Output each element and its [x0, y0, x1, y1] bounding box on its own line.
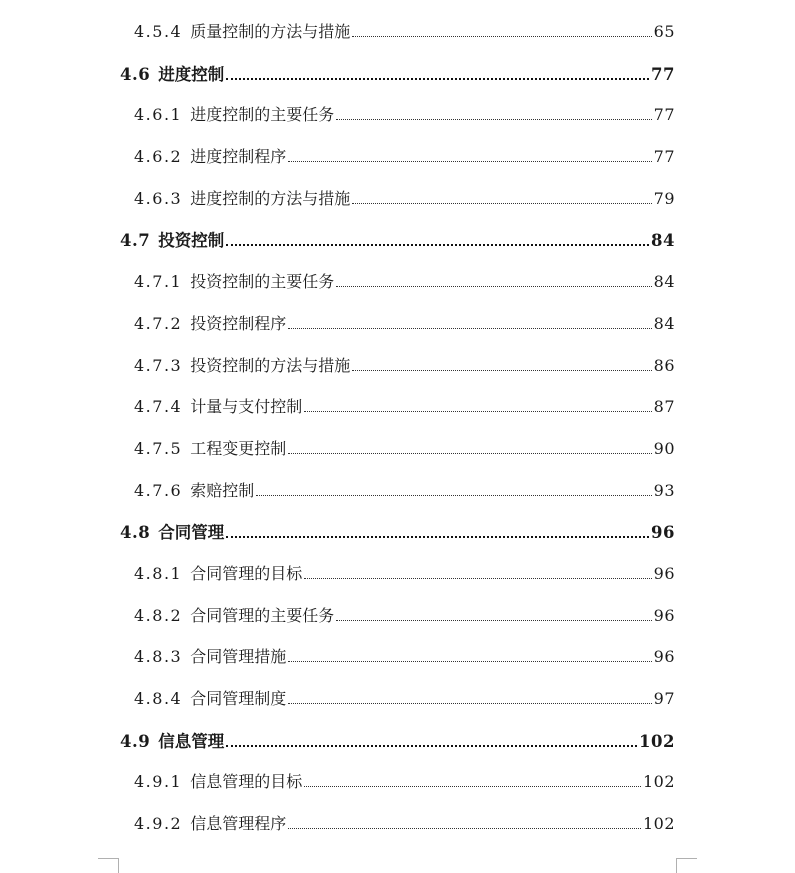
toc-entry-4-7-2[interactable]	[0, 303, 795, 345]
toc-title: 合同管理的目标	[190, 563, 303, 583]
dot-leader	[288, 161, 651, 162]
toc-page-number: 93	[653, 480, 675, 500]
dot-leader	[336, 620, 651, 621]
dot-leader	[288, 453, 651, 454]
toc-entry-4-6-3[interactable]	[0, 178, 795, 220]
toc-title: 信息管理的目标	[190, 772, 303, 792]
toc-entry-4-8-4[interactable]	[0, 678, 795, 720]
toc-title: 进度控制程序	[190, 147, 287, 167]
toc-entry-4-7-5[interactable]	[0, 428, 795, 470]
toc-entry-4-8[interactable]	[0, 511, 795, 553]
toc-page-number: 96	[653, 563, 675, 583]
toc-number: 4.7	[120, 231, 151, 251]
toc-number: 4.5.4	[134, 22, 183, 41]
toc-title: 合同管理	[158, 523, 225, 543]
toc-title: 工程变更控制	[190, 438, 287, 458]
toc-entry-4-9[interactable]	[0, 720, 795, 762]
dot-leader	[288, 661, 651, 662]
toc-title: 信息管理程序	[190, 814, 287, 834]
toc-number: 4.8	[120, 523, 151, 543]
toc-number: 4.6.3	[134, 188, 183, 208]
toc-number: 4.6	[120, 64, 151, 84]
toc-entry-4-8-1[interactable]	[0, 553, 795, 595]
toc-title: 计量与支付控制	[190, 397, 303, 417]
dot-leader	[256, 495, 651, 496]
toc-entry-4-5-4[interactable]	[0, 11, 795, 53]
toc-entry-4-8-2[interactable]	[0, 595, 795, 637]
toc-title: 合同管理的主要任务	[190, 605, 335, 625]
toc-page-number: 90	[653, 438, 675, 458]
toc-page-number: 65	[653, 22, 675, 41]
toc-page-number: 97	[653, 689, 675, 708]
toc-page-number: 96	[651, 523, 675, 543]
table-of-contents	[0, 11, 795, 845]
toc-number: 4.9.2	[134, 814, 183, 834]
toc-page-number: 84	[653, 313, 675, 333]
dot-leader	[304, 411, 651, 412]
dot-leader	[288, 328, 651, 329]
toc-entry-4-6[interactable]	[0, 53, 795, 95]
toc-entry-4-7-1[interactable]	[0, 261, 795, 303]
toc-entry-4-6-2[interactable]	[0, 136, 795, 178]
toc-number: 4.8.3	[134, 647, 183, 667]
toc-page-number: 102	[639, 731, 675, 751]
toc-page-number: 84	[653, 272, 675, 292]
toc-entry-4-9-2[interactable]	[0, 803, 795, 845]
toc-entry-4-7[interactable]	[0, 219, 795, 261]
toc-page-number: 77	[651, 64, 675, 84]
toc-page-number: 84	[651, 231, 675, 251]
toc-title: 合同管理措施	[190, 647, 287, 667]
toc-page-number: 86	[653, 355, 675, 375]
toc-number: 4.6.2	[134, 147, 183, 167]
dot-leader	[336, 119, 651, 120]
toc-page-number: 87	[653, 397, 675, 417]
toc-title: 投资控制程序	[190, 313, 287, 333]
dot-leader	[226, 244, 649, 246]
toc-number: 4.8.1	[134, 563, 183, 583]
dot-leader	[288, 828, 641, 829]
dot-leader	[336, 286, 651, 287]
toc-entry-4-9-1[interactable]	[0, 761, 795, 803]
toc-number: 4.9.1	[134, 772, 183, 792]
toc-page-number: 79	[653, 188, 675, 208]
toc-page-number: 102	[642, 772, 675, 792]
toc-title: 进度控制的主要任务	[190, 105, 335, 125]
toc-title: 投资控制的主要任务	[190, 272, 335, 292]
toc-page-number: 96	[653, 647, 675, 667]
dot-leader	[226, 536, 649, 538]
dot-leader	[226, 745, 637, 747]
toc-entry-4-7-6[interactable]	[0, 470, 795, 512]
toc-number: 4.8.2	[134, 605, 183, 625]
toc-title: 索赔控制	[190, 480, 255, 500]
toc-number: 4.8.4	[134, 689, 183, 708]
toc-title: 投资控制	[158, 231, 225, 251]
toc-entry-4-6-1[interactable]	[0, 94, 795, 136]
toc-entry-4-8-3[interactable]	[0, 636, 795, 678]
toc-page-number: 77	[653, 147, 675, 167]
toc-number: 4.7.4	[134, 397, 183, 417]
toc-title: 质量控制的方法与措施	[190, 22, 351, 41]
toc-title: 进度控制的方法与措施	[190, 188, 351, 208]
toc-number: 4.7.2	[134, 313, 183, 333]
toc-entry-4-7-4[interactable]	[0, 386, 795, 428]
toc-number: 4.7.5	[134, 438, 183, 458]
dot-leader	[288, 703, 651, 704]
toc-page-number: 96	[653, 605, 675, 625]
toc-page-number: 77	[653, 105, 675, 125]
toc-number: 4.6.1	[134, 105, 183, 125]
page-corner-mark-right	[676, 858, 697, 873]
toc-title: 投资控制的方法与措施	[190, 355, 351, 375]
dot-leader	[226, 78, 649, 80]
dot-leader	[304, 578, 651, 579]
toc-title: 进度控制	[158, 64, 225, 84]
dot-leader	[352, 203, 651, 204]
toc-title: 信息管理	[158, 731, 225, 751]
toc-entry-4-7-3[interactable]	[0, 345, 795, 387]
toc-number: 4.7.6	[134, 480, 183, 500]
dot-leader	[352, 370, 651, 371]
toc-page-number: 102	[642, 814, 675, 834]
dot-leader	[304, 786, 641, 787]
toc-number: 4.7.1	[134, 272, 183, 292]
page-corner-mark-left	[98, 858, 119, 873]
toc-number: 4.9	[120, 731, 151, 751]
toc-title: 合同管理制度	[190, 689, 287, 708]
toc-number: 4.7.3	[134, 355, 183, 375]
dot-leader	[352, 36, 651, 37]
